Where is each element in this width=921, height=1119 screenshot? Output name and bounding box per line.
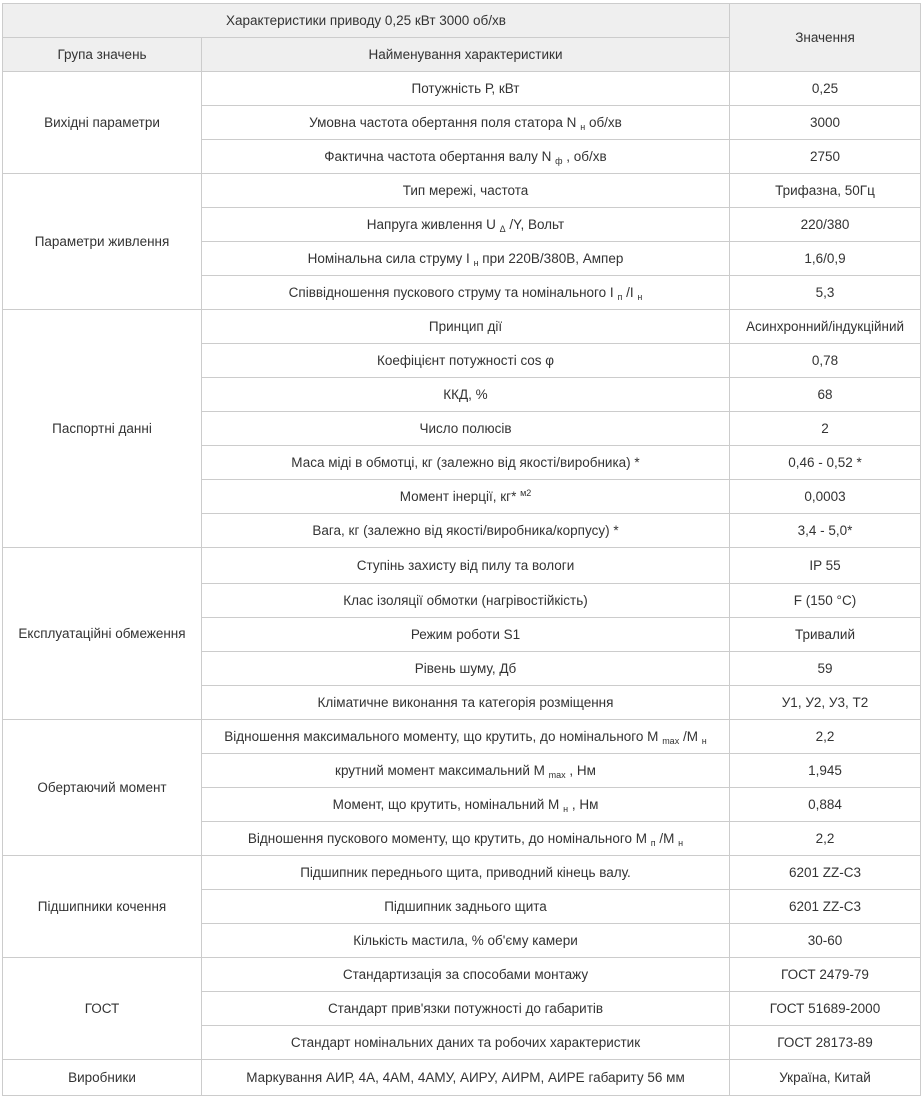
characteristic-name-cell	[202, 480, 730, 514]
characteristic-value-cell: 0,25	[730, 72, 921, 106]
characteristic-name-text: Кліматичне виконання та категорія розміщення	[317, 694, 614, 710]
characteristic-name-tail: /М	[679, 728, 698, 744]
subscript-text: п	[650, 837, 656, 848]
characteristic-value-cell: 1,945	[730, 754, 921, 788]
characteristic-name-cell	[202, 618, 730, 652]
characteristic-value-cell: 1,6/0,9	[730, 242, 921, 276]
characteristic-name-text: Підшипник переднього щита, приводний кінець валу.	[300, 864, 631, 880]
characteristic-name-cell	[202, 958, 730, 992]
column-header-group: Група значень	[3, 38, 202, 72]
characteristic-name-cell	[202, 686, 730, 720]
characteristic-name-cell	[202, 754, 730, 788]
characteristic-value-cell: 2	[730, 412, 921, 446]
characteristics-table	[2, 3, 921, 1096]
table-row	[3, 958, 921, 992]
characteristic-value-cell: Асинхронний/індукційний	[730, 310, 921, 344]
characteristic-value-cell: 3,4 - 5,0*	[730, 514, 921, 548]
column-header-name: Найменування характеристики	[202, 38, 730, 72]
characteristic-name-cell	[202, 890, 730, 924]
characteristic-name-cell	[202, 310, 730, 344]
group-name-cell: Параметри живлення	[3, 174, 202, 310]
group-name-cell: Експлуатаційні обмеження	[3, 548, 202, 720]
characteristic-name-text: Підшипник заднього щита	[384, 898, 547, 914]
characteristic-name-cell	[202, 276, 730, 310]
characteristic-name-tail: об/хв	[585, 114, 622, 130]
table-row	[3, 174, 921, 208]
characteristic-name-text: Фактична частота обертання валу N	[324, 148, 552, 164]
characteristic-name-text: Відношення максимального моменту, що крутить, до номінального М	[224, 728, 659, 744]
characteristic-value-cell: 6201 ZZ-C3	[730, 856, 921, 890]
characteristic-name-cell	[202, 1026, 730, 1060]
characteristic-value-cell: ГОСТ 2479-79	[730, 958, 921, 992]
characteristic-value-cell: IP 55	[730, 548, 921, 584]
characteristic-name-text: Кількість мастила, % об'єму камери	[353, 932, 578, 948]
characteristic-name-cell	[202, 72, 730, 106]
superscript-text: м2	[520, 487, 532, 498]
subscript-text: Δ	[499, 223, 506, 234]
table-header	[3, 4, 921, 72]
characteristic-name-text: ККД, %	[443, 386, 488, 402]
characteristic-name-cell	[202, 140, 730, 174]
table-body	[3, 72, 921, 1096]
characteristic-name-cell	[202, 514, 730, 548]
group-name-cell: Паспортні данні	[3, 310, 202, 548]
subscript-text: н	[637, 291, 643, 302]
characteristic-name-text: Стандарт номінальних даних та робочих характеристик	[290, 1034, 641, 1050]
subscript-text: н	[678, 837, 684, 848]
characteristic-name-text: Ступінь захисту від пилу та вологи	[356, 557, 575, 573]
subscript-text: max	[662, 735, 680, 746]
characteristic-name-tail: , Нм	[565, 762, 596, 778]
characteristic-name-text: крутний момент максимальний М	[335, 762, 545, 778]
characteristic-name-text: Рівень шуму, Дб	[414, 660, 517, 676]
characteristic-name-cell	[202, 924, 730, 958]
characteristic-value-cell: 0,884	[730, 788, 921, 822]
characteristic-value-cell: 30-60	[730, 924, 921, 958]
characteristic-name-text: Клас ізоляції обмотки (нагрівостійкість)	[343, 592, 588, 608]
characteristic-value-cell: Тривалий	[730, 618, 921, 652]
characteristic-name-tail: , об/хв	[562, 148, 607, 164]
table-row	[3, 856, 921, 890]
characteristic-value-cell: ГОСТ 28173-89	[730, 1026, 921, 1060]
characteristic-name-tail: /М	[655, 830, 675, 846]
subscript-text: н	[580, 121, 586, 132]
characteristic-name-text: Режим роботи S1	[410, 626, 521, 642]
characteristic-name-cell	[202, 446, 730, 480]
table-row	[3, 72, 921, 106]
characteristic-value-cell: F (150 °C)	[730, 584, 921, 618]
characteristic-name-text: Напруга живлення U	[366, 216, 496, 232]
characteristic-name-text: Стандартизація за способами монтажу	[342, 966, 589, 982]
characteristic-value-cell: Трифазна, 50Гц	[730, 174, 921, 208]
characteristic-name-text: Коефіцієнт потужності cos φ	[377, 352, 554, 368]
characteristic-name-text: Співвідношення пускового струму та номінального І	[288, 284, 614, 300]
characteristic-name-cell	[202, 242, 730, 276]
characteristic-value-cell: Україна, Китай	[730, 1060, 921, 1096]
characteristic-name-cell	[202, 106, 730, 140]
characteristic-value-cell: 0,46 - 0,52 *	[730, 446, 921, 480]
characteristic-name-text: Номінальна сила струму І	[307, 250, 470, 266]
characteristic-name-text: Число полюсів	[419, 420, 512, 436]
characteristic-name-cell	[202, 822, 730, 856]
characteristic-value-cell: 59	[730, 652, 921, 686]
characteristic-value-cell: 5,3	[730, 276, 921, 310]
characteristic-name-cell	[202, 208, 730, 242]
characteristic-value-cell: 0,0003	[730, 480, 921, 514]
subscript-text: ф	[555, 155, 563, 166]
table-row	[3, 310, 921, 344]
subscript-text: н	[563, 803, 569, 814]
characteristic-name-tail: /І	[622, 284, 634, 300]
characteristic-name-cell	[202, 412, 730, 446]
subscript-text: max	[548, 769, 566, 780]
characteristic-name-tail: при 220В/380В, Ампер	[478, 250, 624, 266]
characteristic-name-cell	[202, 584, 730, 618]
characteristic-name-text: Тип мережі, частота	[402, 182, 529, 198]
characteristic-name-cell	[202, 856, 730, 890]
characteristic-name-cell	[202, 788, 730, 822]
subscript-text: н	[473, 257, 479, 268]
characteristic-value-cell: 220/380	[730, 208, 921, 242]
characteristic-value-cell: 3000	[730, 106, 921, 140]
characteristic-value-cell: 6201 ZZ-C3	[730, 890, 921, 924]
characteristic-name-cell	[202, 992, 730, 1026]
characteristic-value-cell: 68	[730, 378, 921, 412]
characteristic-name-cell	[202, 548, 730, 584]
characteristic-name-text: Відношення пускового моменту, що крутить, до номінального М	[247, 830, 647, 846]
characteristic-name-text: Вага, кг (залежно від якості/виробника/корпусу) *	[312, 522, 619, 538]
characteristic-name-text: Умовна частота обертання поля статора N	[309, 114, 577, 130]
table-row	[3, 720, 921, 754]
characteristic-name-text: Момент інерції, кг*	[399, 488, 517, 504]
group-name-cell: Вихідні параметри	[3, 72, 202, 174]
characteristic-name-cell	[202, 344, 730, 378]
characteristic-name-text: Момент, що крутить, номінальний М	[332, 796, 560, 812]
characteristic-name-text: Принцип дії	[428, 318, 503, 334]
group-name-cell: Виробники	[3, 1060, 202, 1096]
characteristic-name-cell	[202, 378, 730, 412]
table-row	[3, 1060, 921, 1096]
group-name-cell: Підшипники кочення	[3, 856, 202, 958]
characteristic-name-cell	[202, 720, 730, 754]
table-row	[3, 548, 921, 584]
group-name-cell: Обертаючий момент	[3, 720, 202, 856]
characteristic-name-cell	[202, 1060, 730, 1096]
characteristic-value-cell: 2,2	[730, 720, 921, 754]
table-caption: Характеристики приводу 0,25 кВт 3000 об/хв	[3, 4, 730, 38]
characteristic-name-tail: /Y, Вольт	[505, 216, 565, 232]
characteristic-value-cell: 0,78	[730, 344, 921, 378]
characteristic-name-text: Маса міді в обмотці, кг (залежно від якості/виробника) *	[291, 454, 640, 470]
characteristic-value-cell: 2750	[730, 140, 921, 174]
characteristic-value-cell: ГОСТ 51689-2000	[730, 992, 921, 1026]
characteristic-name-cell	[202, 652, 730, 686]
subscript-text: н	[701, 735, 707, 746]
characteristic-name-cell	[202, 174, 730, 208]
subscript-text: п	[617, 291, 623, 302]
characteristic-name-tail: , Нм	[568, 796, 599, 812]
characteristic-name-text: Стандарт прив'язки потужності до габаритів	[327, 1000, 604, 1016]
characteristic-value-cell: У1, У2, У3, Т2	[730, 686, 921, 720]
characteristic-name-text: Потужність Р, кВт	[411, 80, 520, 96]
group-name-cell: ГОСТ	[3, 958, 202, 1060]
characteristic-name-text: Маркування АИР, 4А, 4АМ, 4АМУ, АИРУ, АИРМ, АИРЕ габариту 56 мм	[246, 1069, 685, 1085]
characteristic-value-cell: 2,2	[730, 822, 921, 856]
column-header-value: Значення	[730, 4, 921, 72]
